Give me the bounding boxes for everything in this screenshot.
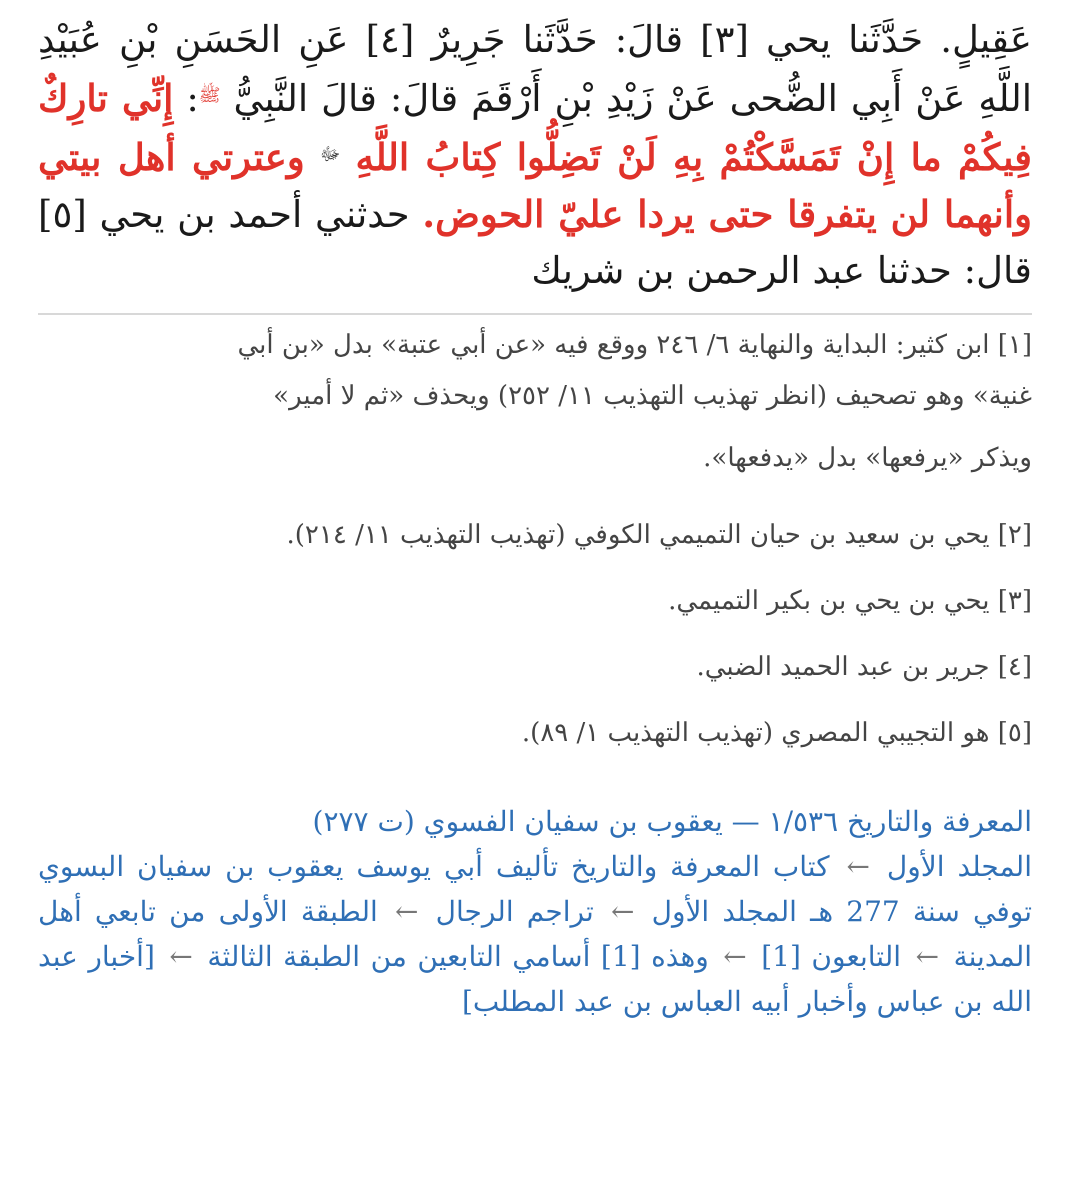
- breadcrumb-item[interactable]: تراجم الرجال: [435, 895, 594, 928]
- breadcrumb-item[interactable]: الطبقة الأولى من تابعي أهل المدينة: [38, 895, 1033, 973]
- footnote-4: [٤] جرير بن عبد الحميد الضبي.: [696, 652, 1032, 682]
- source-citation: [38, 799, 1032, 1024]
- breadcrumb-item-current[interactable]: [أخبار عبد الله بن عباس وأخبار أبيه العباس بن عبد المطلب]: [38, 940, 1032, 1018]
- breadcrumb-arrow-icon: ←: [169, 940, 193, 973]
- footnote-divider: [38, 313, 1032, 315]
- breadcrumb-item[interactable]: كتاب المعرفة والتاريخ تأليف أبي يوسف يعقوب بن سفيان البسوي توفي سنة 277 هـ المجلد الأول: [38, 850, 1033, 928]
- footnote-5: [٥] هو التجيبي المصري (تهذيب التهذيب ١/ ٨٩).: [521, 718, 1032, 748]
- footnote-1-line-3: ويذكر «يرفعها» بدل «يدفعها».: [703, 443, 1032, 473]
- footnote-2: [٢] يحي بن سعيد بن حيان التميمي الكوفي (تهذيب التهذيب ١١/ ٢١٤).: [286, 520, 1032, 550]
- footnote-1: [38, 325, 1032, 489]
- salla-allah-ligature-icon: ﷺ: [198, 85, 221, 106]
- breadcrumb-arrow-icon: ←: [915, 940, 940, 973]
- narration-continuation: حدثني أحمد بن يحي [٥] قال: حدثنا عبد الرحمن بن شريك: [38, 193, 1032, 292]
- breadcrumb-item[interactable]: المجلد الأول: [886, 850, 1032, 883]
- breadcrumb-arrow-icon: ←: [395, 895, 419, 928]
- narration-chain: عَقِيلٍ. حَدَّثَنا يحي [٣] قالَ: حَدَّثَنا جَرِيرٌ [٤] عَنِ الحَسَنِ بْنِ عُبَيْدِ اللَّهِ عَنْ أَبِي الضُّحى عَنْ زَيْدِ بْنِ أَرْقَمَ قالَ: قالَ النَّبِيُّ: [38, 18, 1033, 120]
- footnotes: [38, 325, 1032, 753]
- hadith-quote-part-2: وعترتي أهل بيتي وأنهما لن يتفرقا حتى يردا عليّ الحوض.: [38, 135, 1032, 236]
- footnote-3: [٣] يحي بن يحي بن بكير التميمي.: [668, 586, 1032, 616]
- breadcrumb-arrow-icon: ←: [610, 895, 635, 928]
- footnote-1-line-2: غنية» وهو تصحيف (انظر تهذيب التهذيب ١١/ ٢٥٢) ويحذف «ثم لا أمير»: [273, 381, 1032, 411]
- breadcrumb-item[interactable]: وهذه [1] أسامي التابعين من الطبقة الثالثة: [207, 940, 709, 973]
- breadcrumb-arrow-icon: ←: [723, 940, 747, 973]
- hadith-text: [38, 12, 1032, 299]
- page-content: [38, 0, 1032, 1024]
- breadcrumb-arrow-icon: ←: [846, 850, 870, 883]
- source-breadcrumb: [38, 844, 1032, 1024]
- footnote-1-line-1: [١] ابن كثير: البداية والنهاية ٦/ ٢٤٦ ووقع فيه «عن أبي عتبة» بدل «بن أبي: [237, 330, 1032, 360]
- breadcrumb-item[interactable]: التابعون [1]: [761, 940, 902, 973]
- hadith-quote-part-1: إِنِّي تارِكٌ فِيكُمْ ما إِنْ تَمَسَّكْتُمْ بِهِ لَنْ تَضِلُّوا كِتابُ اللَّهِ: [38, 76, 1032, 179]
- colon: :: [173, 77, 199, 120]
- source-title[interactable]: المعرفة والتاريخ ١/٥٣٦ — يعقوب بن سفيان الفسوي (ت ٢٧٧): [312, 805, 1032, 838]
- jalla-jalaluh-ligature-icon: ﷻ: [319, 144, 341, 165]
